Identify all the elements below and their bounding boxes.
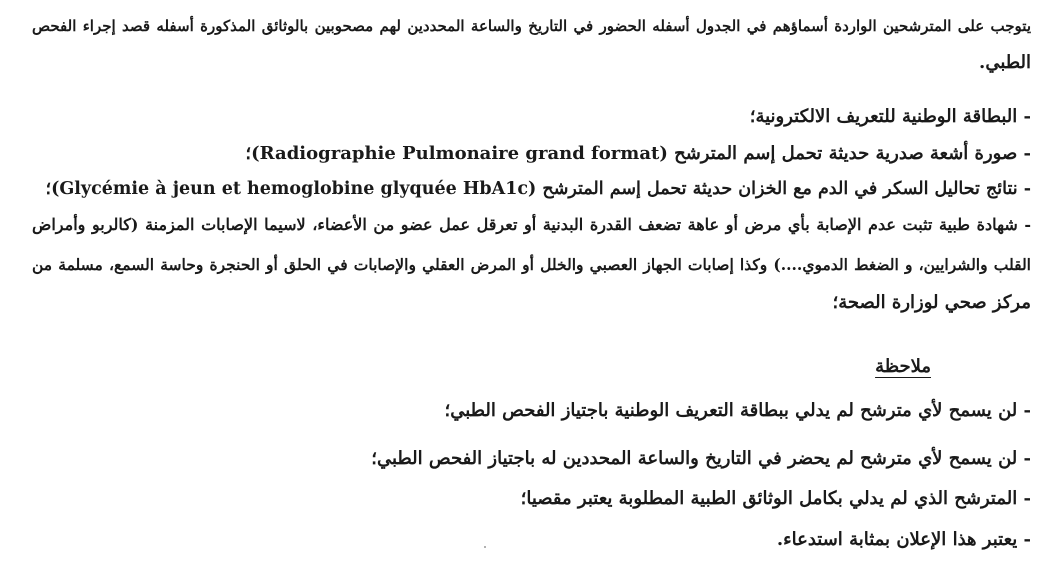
note-item-id-card: - لن يسمح لأي مترشح لم يدلي ببطاقة التعريف الوطنية باجتياز الفحص الطبي؛	[444, 400, 1031, 421]
chest-xray-text: - صورة أشعة صدرية حديثة تحمل إسم المترشح (	[659, 143, 1031, 164]
scan-speck	[484, 546, 486, 548]
note-item-missing-documents: - المترشح الذي لم يدلي بكامل الوثائق الطبية المطلوبة يعتبر مقصيا؛	[520, 488, 1031, 509]
note-heading: ملاحظة	[875, 356, 931, 377]
medical-certificate-line-1: - شهادة طبية تثبت عدم الإصابة بأي مرض أو عاهة تضعف القدرة البدنية أو تعرقل عمل عضو من الأعضاء، لاسيما الإصابات المزمنة (كالربو وأمراض	[32, 215, 1032, 234]
note-item-convocation: - يعتبر هذا الإعلان بمثابة استدعاء.	[776, 529, 1031, 550]
intro-paragraph-line-1: يتوجب على المترشحين الواردة أسماؤهم في الجدول أسفله الحضور في التاريخ والساعة المحددين لهم مصحوبين بالوثائق المذكورة أسفله قصد إجراء الفحص	[32, 17, 1031, 35]
blood-sugar-suffix: )؛	[45, 179, 60, 199]
note-item-attendance: - لن يسمح لأي مترشح لم يحضر في التاريخ والساعة المحددين له باجتياز الفحص الطبي؛	[371, 448, 1031, 469]
chest-xray-suffix: )؛	[245, 143, 260, 164]
blood-sugar-text: - نتائج تحاليل السكر في الدم مع الخزان حديثة تحمل إسم المترشح (	[528, 179, 1031, 199]
required-document-blood-sugar	[46, 176, 1032, 202]
required-document-id-card: - البطاقة الوطنية للتعريف الالكترونية؛	[749, 106, 1031, 127]
medical-certificate-line-2: القلب والشرايين، و الضغط الدموي....) وكذا إصابات الجهاز العصبي والخلل أو المرض العقلي والإصابات في الحلق أو الحنجرة وحاسة السمع، مسلمة من	[32, 255, 1031, 274]
blood-sugar-latin-term: Glycémie à jeun et hemoglobine glyquée HbA1c	[59, 179, 529, 199]
intro-paragraph-line-2: الطبي.	[979, 52, 1031, 73]
medical-certificate-line-3: مركز صحي لوزارة الصحة؛	[832, 292, 1031, 313]
chest-xray-latin-term: Radiographie Pulmonaire grand format	[259, 143, 660, 164]
required-document-chest-xray	[245, 141, 1031, 167]
